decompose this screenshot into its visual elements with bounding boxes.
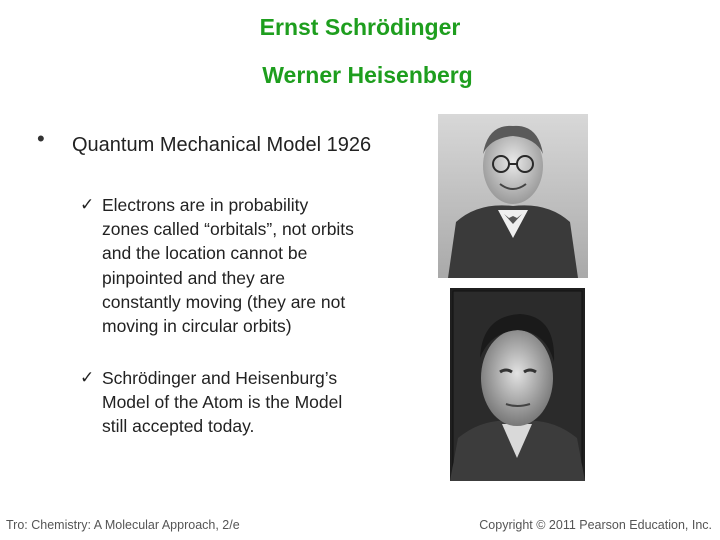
slide-title-line1: Ernst Schrödinger: [259, 14, 461, 40]
heisenberg-portrait-photo: [450, 288, 585, 481]
checkmark-icon: ✓: [80, 368, 95, 387]
sub-bullet-text: Schrödinger and Heisenburg’s Model of the Atom is the Model still accepted today.: [102, 368, 343, 437]
slide-title-line2: Werner Heisenberg: [262, 62, 473, 88]
bullet-marker: •: [37, 126, 45, 151]
bullet-text: Quantum Mechanical Model 1926: [72, 134, 372, 156]
portrait-photo-icon: [450, 288, 585, 481]
schrodinger-portrait-photo: [438, 114, 588, 278]
sub-bullet-model: [80, 366, 355, 439]
footer-copyright: Copyright © 2011 Pearson Education, Inc.: [479, 518, 712, 532]
sub-bullet-orbitals: [80, 193, 355, 338]
checkmark-icon: ✓: [80, 195, 95, 214]
footer-source: Tro: Chemistry: A Molecular Approach, 2/e: [6, 518, 240, 532]
sub-bullet-text: Electrons are in probability zones called “orbitals”, not orbits and the location cannot be pinpointed and they are constantly moving (they are not moving in circular orbits): [102, 195, 354, 337]
portrait-photo-icon: [438, 114, 588, 278]
